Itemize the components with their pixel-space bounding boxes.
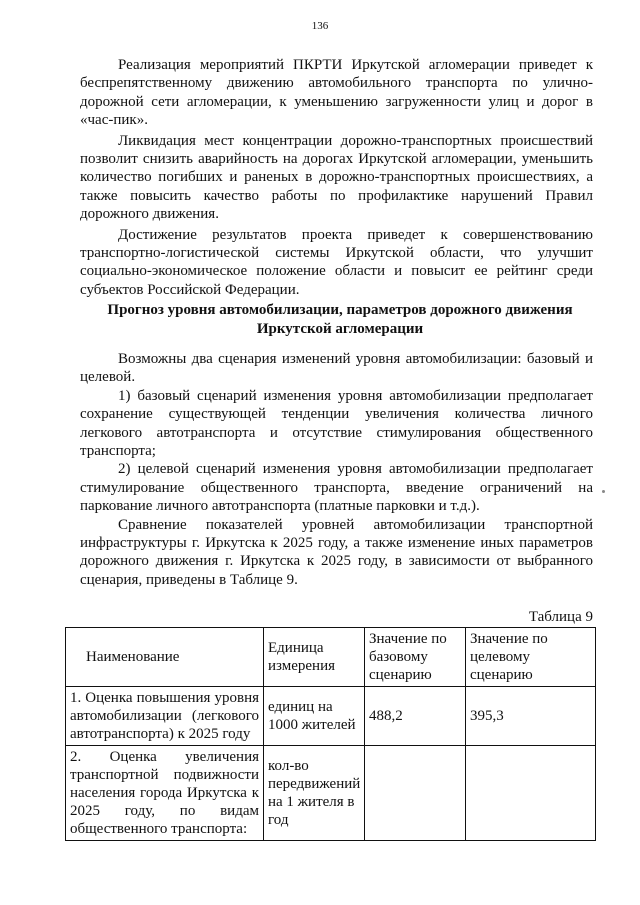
scan-dot — [602, 490, 605, 493]
paragraph-logistics: Достижение результатов проекта приведет к совершенствованию транспортно-логистической системы Иркутской области, что улучшит социально-экономическое положение области и повысит ее рейтинг среди субъектов Российской Федерации. — [80, 226, 593, 298]
scenario-text — [80, 350, 593, 589]
table-row — [66, 687, 596, 746]
row-target-value — [466, 746, 596, 841]
row-name: 2. Оценка увеличения транспортной подвижности населения города Иркутска к 2025 году, по видам общественного транспорта: — [66, 746, 264, 841]
table-caption: Таблица 9 — [528, 609, 593, 625]
page-number: 136 — [311, 20, 329, 32]
paragraph-comparison: Сравнение показателей уровней автомобилизации транспортной инфраструктуры г. Иркутска к 2025 году, а также изменение иных параметров дорожного движения г. Иркутска к 2025 году, в зависимости от выбранного сценария, приведены в Таблице 9. — [80, 516, 593, 588]
row-unit: кол-во передвижений на 1 жителя в год — [264, 746, 365, 841]
table-header-row — [66, 628, 596, 687]
table-row — [66, 746, 596, 841]
paragraph-accidents: Ликвидация мест концентрации дорожно-транспортных происшествий позволит снизить аварийность на дорогах Иркутской агломерации, уменьшить количество погибших и раненых в дорожно-транспортных происшествиях, а также повысить качество работы по профилактике нарушений Правил дорожного движения. — [80, 132, 593, 223]
header-target: Значение по целевому сценарию — [466, 628, 596, 687]
forecast-table — [65, 627, 596, 841]
paragraph-scenarios: Возможны два сценария изменений уровня автомобилизации: базовый и целевой. — [80, 351, 593, 386]
row-unit: единиц на 1000 жителей — [264, 687, 365, 746]
intro-text — [80, 56, 593, 299]
row-name: 1. Оценка повышения уровня автомобилизации (легкового автотранспорта) к 2025 году — [66, 687, 264, 746]
header-base: Значение по базовому сценарию — [365, 628, 466, 687]
section-heading — [90, 301, 590, 339]
paragraph-target-scenario: 2) целевой сценарий изменения уровня автомобилизации предполагает стимулирование общественного транспорта, введение ограничений на паркование личного автотранспорта (платные парковки и т.д.). — [80, 461, 593, 515]
header-unit: Единица измерения — [264, 628, 365, 687]
paragraph-traffic: Реализация мероприятий ПКРТИ Иркутской агломерации приведет к беспрепятственному движению автомобильного транспорта по улично-дорожной сети агломерации, к уменьшению загруженности улиц и дорог в «час-пик». — [80, 57, 593, 129]
header-name: Наименование — [66, 628, 264, 687]
row-base-value: 488,2 — [365, 687, 466, 746]
row-target-value: 395,3 — [466, 687, 596, 746]
row-base-value — [365, 746, 466, 841]
section-heading-line2: Иркутской агломерации — [256, 321, 424, 337]
section-heading-line1: Прогноз уровня автомобилизации, параметров дорожного движения — [107, 302, 573, 318]
paragraph-base-scenario: 1) базовый сценарий изменения уровня автомобилизации предполагает сохранение существующей тенденции увеличения количества личного легкового автотранспорта и отсутствие стимулирования общественного транспорта; — [80, 387, 593, 460]
